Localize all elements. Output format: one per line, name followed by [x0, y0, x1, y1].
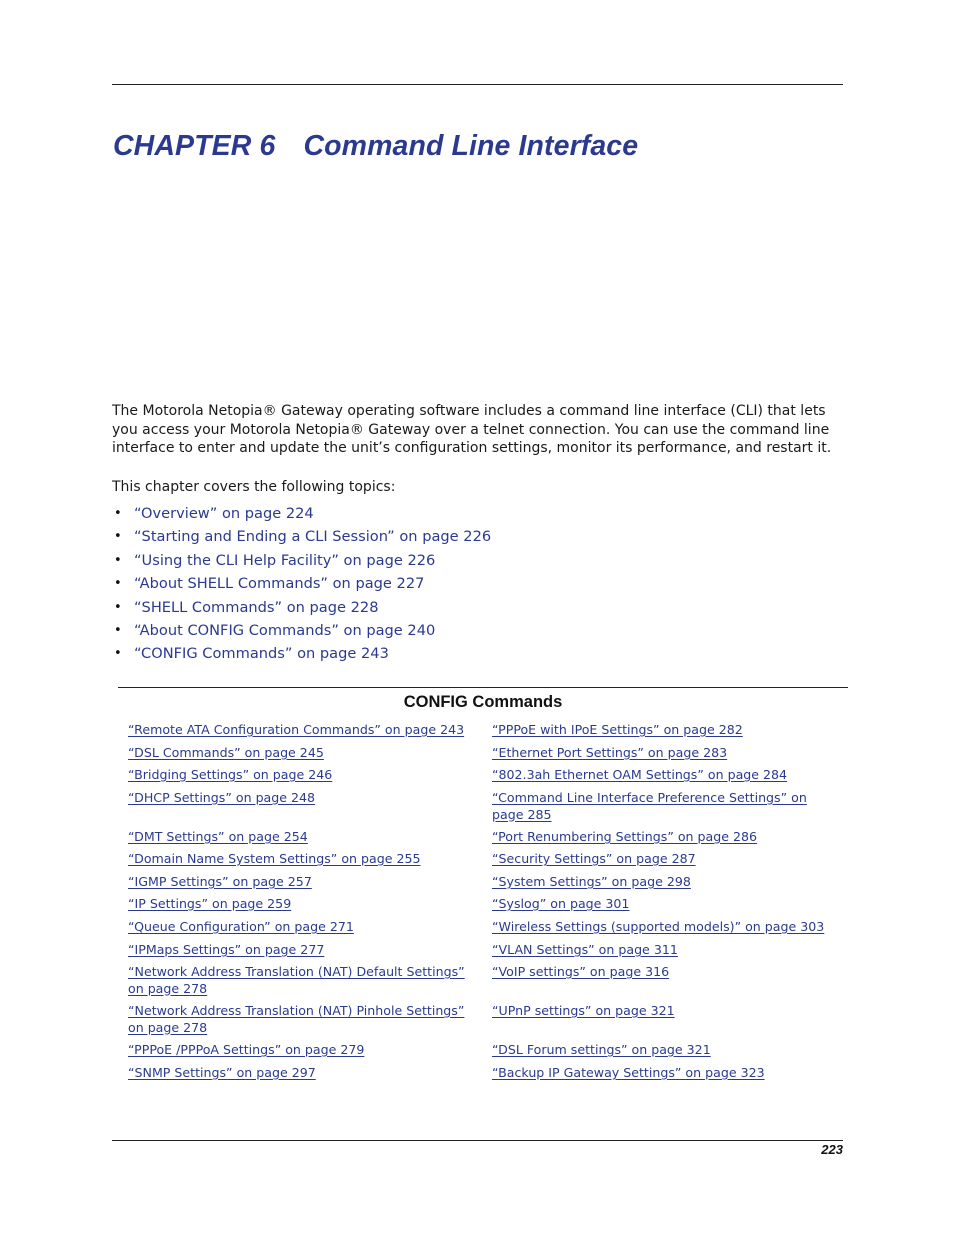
bullet-icon: • [114, 552, 122, 568]
header-rule [112, 84, 843, 85]
bullet-icon: • [114, 646, 122, 662]
list-item [112, 504, 491, 527]
chapter-label: CHAPTER 6 [113, 130, 276, 162]
config-link[interactable]: “Queue Configuration” on page 271 [128, 919, 354, 934]
config-link[interactable]: “IPMaps Settings” on page 277 [128, 942, 325, 957]
list-item [112, 574, 491, 597]
config-link[interactable]: “DMT Settings” on page 254 [128, 829, 308, 844]
config-link[interactable]: “Network Address Translation (NAT) Pinhole Settings” on page 278 [128, 1003, 465, 1035]
config-link[interactable]: “UPnP settings” on page 321 [492, 1003, 675, 1018]
topic-link[interactable]: “About SHELL Commands” on page 227 [134, 575, 425, 593]
bullet-icon: • [114, 529, 122, 545]
config-link[interactable]: “802.3ah Ethernet OAM Settings” on page 284 [492, 767, 788, 782]
config-link[interactable]: “PPPoE /PPPoA Settings” on page 279 [128, 1042, 365, 1057]
config-link[interactable]: “DSL Commands” on page 245 [128, 745, 324, 760]
config-link[interactable]: “Bridging Settings” on page 246 [128, 767, 333, 782]
config-link[interactable]: “VoIP settings” on page 316 [492, 964, 670, 979]
config-link[interactable]: “VLAN Settings” on page 311 [492, 942, 678, 957]
topic-link[interactable]: “Starting and Ending a CLI Session” on page 226 [134, 528, 492, 546]
page-number: 223 [821, 1142, 843, 1157]
config-link[interactable]: “IP Settings” on page 259 [128, 896, 292, 911]
list-item [112, 598, 491, 621]
bullet-icon: • [114, 576, 122, 592]
config-link[interactable]: “Syslog” on page 301 [492, 896, 630, 911]
config-table-title: CONFIG Commands [403, 693, 563, 711]
list-item [112, 644, 491, 667]
chapter-name: Command Line Interface [303, 130, 639, 162]
config-link[interactable]: “Port Renumbering Settings” on page 286 [492, 829, 758, 844]
intro-paragraph: The Motorola Netopia® Gateway operating software includes a command line interface (CLI) that lets you access your Motorola Netopia® Gateway over a telnet connection. You can use the command line interface to enter and update the unit’s configuration settings, monitor its performance, and restart it. [112, 403, 832, 457]
config-link[interactable]: “PPPoE with IPoE Settings” on page 282 [492, 722, 743, 737]
chapter-title [113, 130, 638, 163]
config-link[interactable]: “Wireless Settings (supported models)” on page 303 [492, 919, 825, 934]
topic-link[interactable]: “About CONFIG Commands” on page 240 [134, 621, 436, 639]
config-link[interactable]: “Backup IP Gateway Settings” on page 323 [492, 1065, 765, 1080]
config-link[interactable]: “Network Address Translation (NAT) Default Settings” on page 278 [128, 964, 465, 996]
footer-rule [112, 1140, 843, 1141]
config-link[interactable]: “System Settings” on page 298 [492, 874, 691, 889]
config-link[interactable]: “DHCP Settings” on page 248 [128, 790, 316, 805]
config-link[interactable]: “DSL Forum settings” on page 321 [492, 1042, 711, 1057]
config-link[interactable]: “Ethernet Port Settings” on page 283 [492, 745, 728, 760]
bullet-icon: • [114, 599, 122, 615]
list-item [112, 527, 491, 550]
config-link[interactable]: “Remote ATA Configuration Commands” on page 243 [128, 722, 465, 737]
config-link[interactable]: “IGMP Settings” on page 257 [128, 874, 312, 889]
topic-link[interactable]: “CONFIG Commands” on page 243 [134, 645, 389, 663]
config-link[interactable]: “SNMP Settings” on page 297 [128, 1065, 316, 1080]
bullet-icon: • [114, 622, 122, 638]
config-link[interactable]: “Domain Name System Settings” on page 255 [128, 851, 421, 866]
config-link[interactable]: “Command Line Interface Preference Settings” on page 285 [492, 790, 807, 822]
list-item [112, 621, 491, 644]
list-item [112, 551, 491, 574]
topics-lead: This chapter covers the following topics: [112, 479, 396, 495]
topic-link[interactable]: “Overview” on page 224 [134, 505, 314, 522]
topics-list [112, 504, 491, 668]
table-top-rule [118, 687, 848, 688]
config-link[interactable]: “Security Settings” on page 287 [492, 851, 696, 866]
topic-link[interactable]: “Using the CLI Help Facility” on page 226 [134, 551, 436, 569]
topic-link[interactable]: “SHELL Commands” on page 228 [134, 598, 379, 616]
bullet-icon: • [114, 506, 122, 521]
